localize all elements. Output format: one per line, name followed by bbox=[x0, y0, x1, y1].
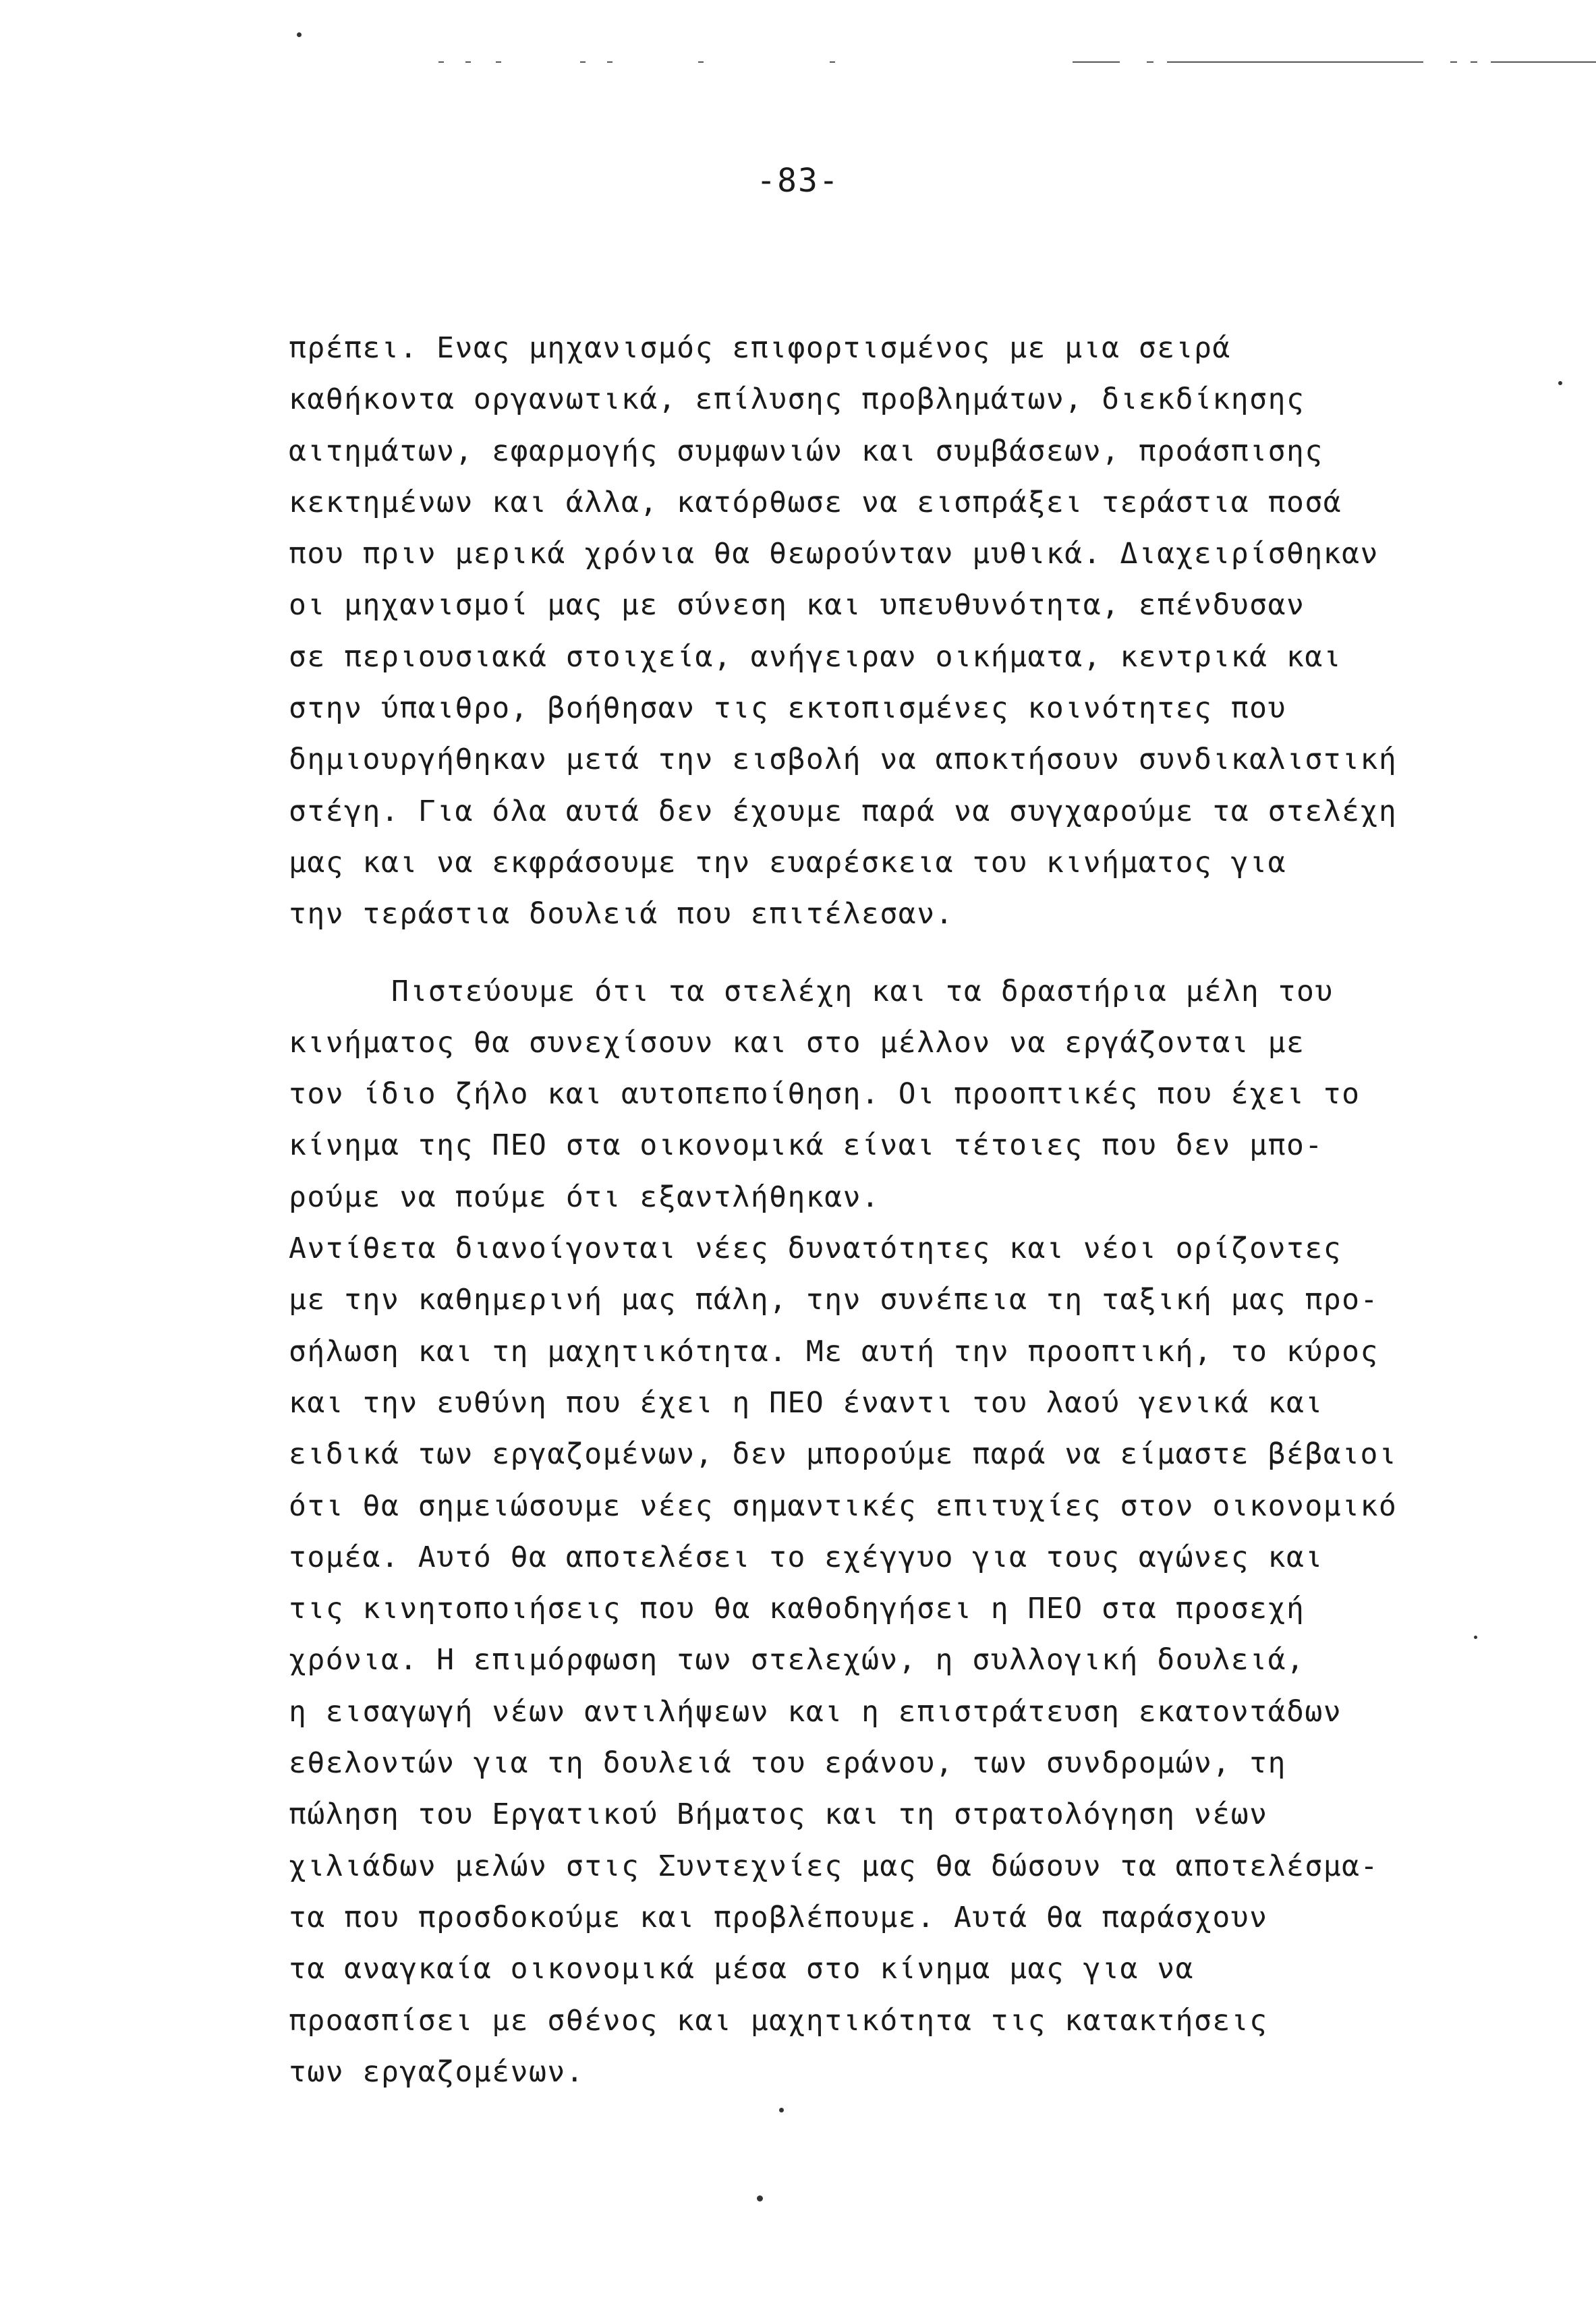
text-line: Πιστεύουμε ότι τα στελέχη και τα δραστήρια μέλη του bbox=[391, 974, 1334, 1008]
text-line: σε περιουσιακά στοιχεία, ανήγειραν οικήματα, κεντρικά και bbox=[289, 639, 1342, 674]
text-line: με την καθημερινή μας πάλη, την συνέπεια τη ταξική μας προ- bbox=[289, 1283, 1379, 1317]
text-line: Αντίθετα διανοίγονται νέες δυνατότητες και νέοι ορίζοντες bbox=[289, 1232, 1342, 1266]
body-text bbox=[289, 322, 1496, 2098]
scan-speck bbox=[297, 32, 302, 37]
text-line: μας και να εκφράσουμε την ευαρέσκεια του κινήματος για bbox=[289, 845, 1286, 880]
scan-speck bbox=[779, 2108, 784, 2112]
text-line: που πριν μερικά χρόνια θα θεωρούνταν μυθικά. Διαχειρίσθηκαν bbox=[289, 537, 1379, 571]
text-line: αιτημάτων, εφαρμογής συμφωνιών και συμβάσεων, προάσπισης bbox=[289, 434, 1323, 468]
text-line: ειδικά των εργαζομένων, δεν μπορούμε παρά να είμαστε βέβαιοι bbox=[289, 1437, 1398, 1472]
text-line: στην ύπαιθρο, βοήθησαν τις εκτοπισμένες κοινότητες που bbox=[289, 691, 1286, 726]
text-line: χιλιάδων μελών στις Συντεχνίες μας θα δώσουν τα αποτελέσμα- bbox=[289, 1849, 1379, 1883]
text-line: στέγη. Για όλα αυτά δεν έχουμε παρά να συγχαρούμε τα στελέχη bbox=[289, 794, 1398, 828]
text-line: την τεράστια δουλειά που επιτέλεσαν. bbox=[289, 897, 954, 931]
page-number: -83- bbox=[756, 162, 840, 200]
scan-speck bbox=[757, 2195, 763, 2202]
text-line: χρόνια. Η επιμόρφωση των στελεχών, η συλλογική δουλειά, bbox=[289, 1643, 1305, 1677]
text-line: ότι θα σημειώσουμε νέες σημαντικές επιτυχίες στον οικονομικό bbox=[289, 1489, 1398, 1523]
text-line: των εργαζομένων. bbox=[289, 2054, 585, 2089]
text-line: τα αναγκαία οικονομικά μέσα στο κίνημα μας για να bbox=[289, 1952, 1195, 1986]
text-line: ρούμε να πούμε ότι εξαντλήθηκαν. bbox=[289, 1180, 880, 1214]
text-line: τα που προσδοκούμε και προβλέπουμε. Αυτά θα παράσχουν bbox=[289, 1900, 1268, 1934]
text-line: κίνημα της ΠΕΟ στα οικονομικά είναι τέτοιες που δεν μπο- bbox=[289, 1128, 1323, 1163]
text-line: τον ίδιο ζήλο και αυτοπεποίθηση. Οι προοπτικές που έχει το bbox=[289, 1077, 1361, 1112]
scan-speck bbox=[1474, 1636, 1477, 1639]
text-line: πώληση του Εργατικού Βήματος και τη στρατολόγηση νέων bbox=[289, 1797, 1268, 1832]
text-line: δημιουργήθηκαν μετά την εισβολή να αποκτήσουν συνδικαλιστική bbox=[289, 743, 1398, 777]
text-line: προασπίσει με σθένος και μαχητικότητα τις κατακτήσεις bbox=[289, 2003, 1268, 2038]
text-line: εθελοντών για τη δουλειά του εράνου, των συνδρομών, τη bbox=[289, 1746, 1286, 1781]
text-line: και την ευθύνη που έχει η ΠΕΟ έναντι του λαού γενικά και bbox=[289, 1385, 1323, 1420]
text-line: πρέπει. Ενας μηχανισμός επιφορτισμένος με μια σειρά bbox=[289, 331, 1231, 365]
text-line: η εισαγωγή νέων αντιλήψεων και η επιστράτευση εκατοντάδων bbox=[289, 1694, 1342, 1729]
text-line: οι μηχανισμοί μας με σύνεση και υπευθυνότητα, επένδυσαν bbox=[289, 588, 1305, 623]
text-line: σήλωση και τη μαχητικότητα. Με αυτή την προοπτική, το κύρος bbox=[289, 1334, 1379, 1369]
scan-speck bbox=[1558, 381, 1562, 385]
paragraph bbox=[289, 1223, 1496, 2098]
paragraph bbox=[289, 966, 1496, 1223]
text-line: κεκτημένων και άλλα, κατόρθωσε να εισπράξει τεράστια ποσά bbox=[289, 485, 1342, 519]
paragraph bbox=[289, 322, 1496, 940]
paragraph-gap bbox=[289, 940, 1496, 966]
text-line: τις κινητοποιήσεις που θα καθοδηγήσει η ΠΕΟ στα προσεχή bbox=[289, 1592, 1305, 1626]
text-line: καθήκοντα οργανωτικά, επίλυσης προβλημάτων, διεκδίκησης bbox=[289, 382, 1305, 417]
top-scan-dashes bbox=[438, 61, 1596, 63]
text-line: τομέα. Αυτό θα αποτελέσει το εχέγγυο για τους αγώνες και bbox=[289, 1540, 1323, 1574]
text-line: κινήματος θα συνεχίσουν και στο μέλλον να εργάζονται με bbox=[289, 1025, 1305, 1060]
